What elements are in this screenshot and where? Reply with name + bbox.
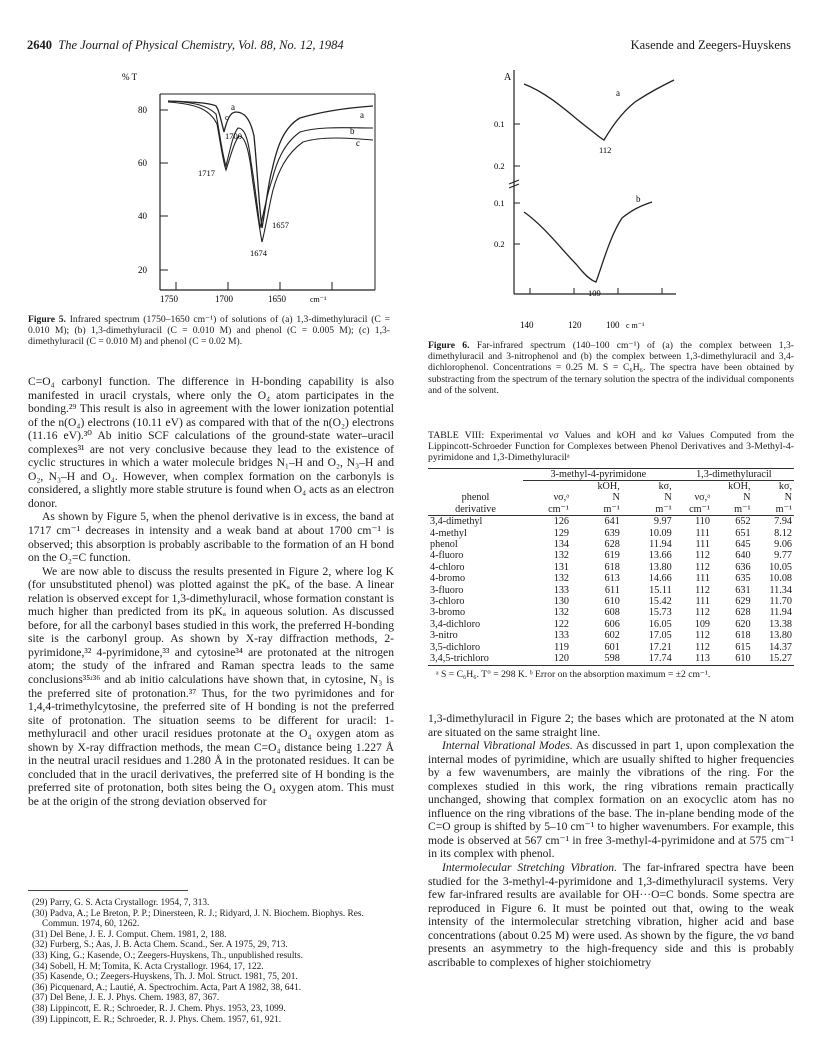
table-cell-value: 618 bbox=[735, 630, 751, 642]
table-cell-value: 636 bbox=[735, 561, 751, 573]
fig5-curve-b bbox=[168, 101, 373, 228]
table-cell-value: 641 bbox=[604, 516, 620, 528]
table-cell-derivative: 4-chloro bbox=[430, 561, 465, 573]
reference-item: (36) Picquenard, A.; Lautié, A. Spectrochim. Acta, Part A 1982, 38, 641. bbox=[32, 982, 302, 993]
fig6-curve-a bbox=[524, 80, 674, 140]
fig5-peak-1657: 1657 bbox=[272, 220, 289, 230]
table-header-derivative: derivative bbox=[455, 503, 496, 515]
fig6-curve-b bbox=[524, 202, 652, 282]
table-cell-value: 14.66 bbox=[648, 573, 672, 585]
table-cell-value: 132 bbox=[553, 607, 569, 619]
table-cell-value: 129 bbox=[553, 527, 569, 539]
table-cell-derivative: phenol bbox=[430, 539, 458, 551]
table-header-koh-unit-2: m⁻¹ bbox=[734, 503, 751, 515]
fig5-ytick-60: 60 bbox=[138, 158, 147, 168]
table-header-koh-n-2: N bbox=[743, 492, 751, 504]
table-8-grid bbox=[428, 468, 794, 666]
left-paragraph-2: As shown by Figure 5, when the phenol derivative is in excess, the band at 1717 cm⁻¹ decreases in intensity and a weak band at about 1700 cm⁻¹ is observed; this absorption is probably ascribable to the formation of an H bond on the O₂=C function. bbox=[28, 510, 394, 565]
table-cell-value: 132 bbox=[553, 573, 569, 585]
table-cell-value: 13.80 bbox=[769, 630, 792, 642]
table-cell-value: 133 bbox=[553, 584, 569, 596]
running-header-authors: Kasende and Zeegers-Huyskens bbox=[630, 38, 791, 52]
table-cell-value: 598 bbox=[604, 653, 620, 665]
table-cell-value: 11.94 bbox=[649, 539, 672, 551]
table-header-ks-n: N bbox=[664, 492, 672, 504]
fig5-ytick-20: 20 bbox=[138, 265, 147, 275]
journal-citation: The Journal of Physical Chemistry, Vol. 88, No. 12, 1984 bbox=[58, 38, 344, 52]
fig5-label-c-top: c bbox=[225, 113, 229, 122]
table-row bbox=[428, 619, 794, 630]
table-cell-value: 640 bbox=[735, 550, 751, 562]
fig5-ytick-80: 80 bbox=[138, 105, 147, 115]
table-header-ks-2: kσ, bbox=[778, 481, 792, 493]
table-cell-derivative: 3,4,5-trichloro bbox=[430, 653, 489, 665]
table-row bbox=[428, 516, 794, 528]
table-cell-value: 10.08 bbox=[769, 573, 792, 585]
fig5-xtick-1750: 1750 bbox=[160, 294, 178, 304]
reference-item: (35) Kasende, O.; Zeegers-Huyskens, Th. J. Mol. Struct. 1981, 75, 201. bbox=[32, 972, 298, 983]
table-cell-value: 17.74 bbox=[648, 653, 672, 665]
table-cell-value: 17.21 bbox=[648, 641, 672, 653]
table-cell-value: 618 bbox=[604, 561, 620, 573]
reference-item: (39) Lippincott, E. R.; Schroeder, R. J. Phys. Chem. 1957, 61, 921. bbox=[32, 1014, 282, 1025]
table-cell-derivative: 4-bromo bbox=[430, 573, 466, 585]
section-heading-internal-modes: Internal Vibrational Modes. bbox=[442, 739, 573, 753]
table-cell-value: 631 bbox=[735, 584, 751, 596]
fig5-peak-1700: 1700 bbox=[225, 131, 242, 141]
table-cell-value: 601 bbox=[604, 641, 620, 653]
table-header-cell bbox=[428, 481, 523, 493]
table-cell-value: 112 bbox=[695, 630, 710, 642]
table-header-ks-n-2: N bbox=[784, 492, 792, 504]
fig5-peak-1674: 1674 bbox=[250, 248, 267, 258]
references-rule bbox=[28, 890, 188, 891]
table-header-koh-unit: m⁻¹ bbox=[603, 503, 620, 515]
reference-item: (31) Del Bene, J. E. J. Comput. Chem. 1981, 2, 188. bbox=[32, 929, 227, 940]
table-row bbox=[428, 573, 794, 584]
fig6-ylabel: A bbox=[504, 72, 512, 83]
figure-5-plot bbox=[120, 66, 380, 316]
table-cell-value: 113 bbox=[695, 653, 710, 665]
table-cell-value: 112 bbox=[695, 584, 710, 596]
table-cell-value: 9.77 bbox=[774, 550, 792, 562]
fig6-ytick-02a: 0.2 bbox=[494, 161, 505, 171]
table-cell-value: 639 bbox=[604, 527, 620, 539]
table-header-nu: νσ,ᵃ bbox=[553, 492, 569, 504]
table-cell-value: 610 bbox=[604, 596, 620, 608]
table-cell-derivative: 3-nitro bbox=[430, 630, 458, 642]
table-cell-value: 10.05 bbox=[769, 561, 792, 573]
table-cell-value: 608 bbox=[604, 607, 620, 619]
fig6-xunit: c m⁻¹ bbox=[626, 321, 645, 330]
table-cell-value: 131 bbox=[553, 561, 569, 573]
fig6-xtick-140: 140 bbox=[520, 320, 534, 330]
table-cell-value: 606 bbox=[604, 618, 620, 630]
fig5-label-a-top: a bbox=[231, 102, 235, 112]
table-cell-value: 619 bbox=[604, 550, 620, 562]
table-row bbox=[428, 585, 794, 596]
table-cell-value: 15.42 bbox=[648, 596, 672, 608]
table-header-nu-unit: cm⁻¹ bbox=[548, 503, 569, 515]
references-list bbox=[32, 898, 394, 1025]
table-cell-value: 130 bbox=[553, 596, 569, 608]
fig5-xticks bbox=[160, 282, 332, 304]
fig6-label-b: b bbox=[636, 194, 641, 204]
table-cell-value: 620 bbox=[735, 618, 751, 630]
table-cell-value: 651 bbox=[735, 527, 751, 539]
table-cell-value: 112 bbox=[695, 607, 710, 619]
right-paragraph-1: 1,3-dimethyluracil in Figure 2; the bases which are protonated at the N atom are situated on the same straight line. bbox=[428, 712, 794, 739]
table-cell-value: 628 bbox=[604, 539, 620, 551]
table-cell-derivative: 3-chloro bbox=[430, 596, 465, 608]
right-paragraph-2 bbox=[428, 739, 794, 861]
table-cell-value: 8.12 bbox=[774, 527, 792, 539]
table-header-phenol: phenol bbox=[461, 492, 490, 504]
table-cell-value: 652 bbox=[735, 516, 751, 528]
table-cell-value: 112 bbox=[695, 641, 710, 653]
table-cell-value: 111 bbox=[695, 596, 710, 608]
table-cell-value: 120 bbox=[553, 653, 569, 665]
fig5-peak-1717: 1717 bbox=[198, 168, 215, 178]
fig5-label-c: c bbox=[356, 138, 360, 148]
fig5-caption-label: Figure 5. bbox=[28, 314, 66, 325]
table-cell-value: 133 bbox=[553, 630, 569, 642]
table-cell-value: 111 bbox=[695, 573, 710, 585]
table-8-footnote: ᵃ S = C₆H₆. T° = 298 K. ᵇ Error on the absorption maximum = ±2 cm⁻¹. bbox=[436, 668, 711, 680]
table-cell-derivative: 3,4-dichloro bbox=[430, 618, 481, 630]
table-cell-value: 615 bbox=[735, 641, 751, 653]
table-cell-derivative: 3,5-dichloro bbox=[430, 641, 481, 653]
table-row bbox=[428, 630, 794, 641]
fig5-caption-text: Infrared spectrum (1750–1650 cm⁻¹) of solutions of (a) 1,3-dimethyluracil (C = 0.010 M); (b) 1,3-dimethyluracil (C = 0.010 M) and phenol (C = 0.005 M); (c) 1,3-dimethyluracil (C = 0.010 M) and phenol (C = 0.02 M). bbox=[28, 314, 390, 348]
table-header-ks-unit: m⁻¹ bbox=[655, 503, 672, 515]
section-heading-stretching: Intermolecular Stretching Vibration. bbox=[442, 861, 617, 875]
table-8-title: TABLE VIII: Experimental νσ Values and kOH and kσ Values Computed from the Lippincott-Schroeder Function for Complexes between Phenol Derivatives and 3-Methyl-4-pyrimidone and 1,3-Dimethyluracilᵃ bbox=[428, 430, 794, 464]
fig5-ytick-40: 40 bbox=[138, 211, 147, 221]
right-paragraph-3-text: The far-infrared spectra have been studied for the 3-methyl-4-pyrimidone and 1,3-dimethyluracil systems. Very few far-infrared results are available for OH···O=C bonds. Some spectra are reproduced in Figure 6. It must be pointed out that, owing to the weak intensity of the intermolecular stretching vibration, higher acid and base concentrations (about 0.25 M) were used. As shown by the figure, the νσ band presents an asymmetry to the high-frequency side and this is probably ascribable to complexes of higher stoichiometry bbox=[428, 861, 794, 969]
left-paragraph-3: We are now able to discuss the results presented in Figure 2, where log K (for unsubstituted phenol) was plotted against the pKₐ of the base. A linear relation is observed except for 1,3-dimethyluracil, whose formation constant is much higher than predicted from its pKₐ in aqueous solution. As discussed before, for all the carbonyl bases studied in this work, the preferred H-bonding site is the carbonyl group. As shown by X-ray diffraction methods, 2-pyrimidone,³² 4-pyrimidone,³³ and cytosine³⁴ are protonated at the nitrogen atom; the study of the infrared and Raman spectra leads to the same conclusions³⁵ʴ³⁶ and ab initio calculations have shown that, in cytosine, N₃ is the preferred site of protonation.³⁷ Thus, for the two pyrimidones and for 1,4,4-trimethylcytosine, the preferred site of H bonding is not the preferred site of protonation. The situation seems to be different for uracil: 1-methyluracil and other uracil residues protonate at the O₄ oxygen atom as shown by X-ray diffraction methods, the mean C=O₄ distance being 1.227 Å in the neutral uracil residues and 1.280 Å in the protonated residues. It can be concluded that in the uracil derivatives, the preferred site of H bonding is the preferred site of protonation, both sites being the O₄ oxygen atom. This must be at the origin of the strong deviation observed for bbox=[28, 564, 394, 808]
reference-item: (29) Parry, G. S. Acta Crystallogr. 1954, 7, 313. bbox=[32, 898, 210, 908]
table-header-group-2: 1,3-dimethyluracil bbox=[674, 468, 794, 480]
table-cell-value: 11.70 bbox=[769, 596, 792, 608]
table-cell-derivative: 3,4-dimethyl bbox=[430, 516, 483, 528]
table-cell-value: 611 bbox=[604, 584, 620, 596]
table-row bbox=[428, 562, 794, 573]
reference-item: (30) Padva, A.; Le Breton, P. P.; Dinersteen, R. J.; Ridyard, J. N. Biochem. Biophys. Res. Commun. 1974, 60, 1262. bbox=[32, 908, 364, 930]
fig6-caption-text: Far-infrared spectrum (140–100 cm⁻¹) of (a) the complex between 1,3-dimethyluracil and 3-nitrophenol and (b) the complex between 1,3-dimethyluracil and 3,4-dichlorophenol. Concentrations = 0.25 M. S = C₆H₆. The spectra have been obtained by substracting from the spectrum of the ternary solution the spectra of the individual components and of the solvent. bbox=[428, 340, 794, 396]
table-cell-value: 112 bbox=[695, 561, 710, 573]
reference-item: (34) Sobell, H. M; Tomita, K. Acta Crystallogr. 1964, 17, 122. bbox=[32, 961, 264, 972]
right-paragraph-2-text: As discussed in part 1, upon complexation the internal modes of pyrimidine, which are usually shifted to higher frequencies by a few wavenumbers, are mainly the vibrations of the ring. For the complexes studied in this work, the ring vibrations remain practically unchanged, showing that complex formation on an exocyclic atom has no influence on the ring vibrations of the base. The in-plane bending mode of the C=O group is shifted by 5–10 cm⁻¹ to higher wavenumbers. For example, this mode is observed at 567 cm⁻¹ in free 3-methyl-4-pyrimidone and at 575 cm⁻¹ in its complex with phenol. bbox=[428, 739, 795, 861]
table-cell-value: 613 bbox=[604, 573, 620, 585]
table-header-koh-2: kOH, bbox=[728, 481, 751, 493]
table-cell-value: 13.80 bbox=[648, 561, 672, 573]
fig6-xtick-100: 100 bbox=[606, 320, 620, 330]
table-cell-value: 119 bbox=[554, 641, 569, 653]
table-cell-value: 122 bbox=[553, 618, 569, 630]
fig5-xtick-1650: 1650 bbox=[268, 294, 286, 304]
figure-6-plot bbox=[490, 66, 690, 336]
fig6-xtick-120: 120 bbox=[568, 320, 582, 330]
table-cell-value: 610 bbox=[735, 653, 751, 665]
reference-item: (32) Furberg, S.; Aas, J. B. Acta Chem. Scand., Ser. A 1975, 29, 713. bbox=[32, 940, 288, 951]
reference-item: (38) Lippincott, E. R.; Schroeder, R. J. Chem. Phys. 1953, 23, 1099. bbox=[32, 1003, 286, 1014]
fig6-peak-109: 109 bbox=[588, 288, 601, 298]
left-column bbox=[28, 375, 394, 809]
table-row bbox=[428, 528, 794, 539]
table-cell-value: 10.09 bbox=[648, 527, 672, 539]
table-row bbox=[428, 607, 794, 618]
table-cell-value: 15.11 bbox=[649, 584, 672, 596]
fig5-label-a: a bbox=[360, 110, 364, 120]
table-row bbox=[428, 539, 794, 550]
table-header-nu-2: νσ,ᵃ bbox=[694, 492, 710, 504]
fig5-xtick-1700: 1700 bbox=[215, 294, 233, 304]
table-cell-value: 111 bbox=[695, 539, 710, 551]
table-cell-value: 629 bbox=[735, 596, 751, 608]
table-cell-value: 602 bbox=[604, 630, 620, 642]
table-cell-value: 13.38 bbox=[769, 618, 792, 630]
table-header-nu-unit-2: cm⁻¹ bbox=[689, 503, 710, 515]
table-cell-value: 13.66 bbox=[648, 550, 672, 562]
table-cell-value: 16.05 bbox=[648, 618, 672, 630]
table-row bbox=[428, 596, 794, 607]
reference-item: (37) Del Bene, J. E. J. Phys. Chem. 1983, 87, 367. bbox=[32, 993, 220, 1004]
table-cell-value: 9.06 bbox=[774, 539, 792, 551]
table-cell-value: 111 bbox=[695, 527, 710, 539]
table-cell-value: 15.27 bbox=[769, 653, 792, 665]
table-cell-value: 17.05 bbox=[648, 630, 672, 642]
table-cell-value: 112 bbox=[695, 550, 710, 562]
table-header-ks: kσ, bbox=[658, 481, 672, 493]
figure-5-caption bbox=[28, 314, 390, 348]
table-cell-value: 109 bbox=[694, 618, 710, 630]
table-8 bbox=[428, 430, 794, 680]
fig6-ytick-01b: 0.1 bbox=[494, 198, 505, 208]
figure-6-caption bbox=[428, 340, 794, 396]
table-cell-value: 15.73 bbox=[648, 607, 672, 619]
table-header-koh: kOH, bbox=[597, 481, 620, 493]
fig6-label-a: a bbox=[616, 88, 620, 98]
table-header-group-1: 3-methyl-4-pyrimidone bbox=[523, 468, 674, 480]
left-paragraph-1: C=O₄ carbonyl function. The difference in H-bonding capability is also manifested in uracil crystals, where only the O₄ atom participates in the bonding.²⁹ This result is also in agreement with the lower ionization potential of the n(O₄) electrons (10.11 eV) as compared with that of the n(O₂) electrons (11.16 eV).³⁰ Ab initio SCF calculations of the ground-state water–uracil complexes³¹ are not very conclusive because they lead to the existence of cyclic structures in which a water molecule bridges N₁–H and O₂, N₃–H and O₂, N₃–H and O₄. However, when complex formation on the carbonyls is considered, a slightly more stable struture is found when O₄ acts as an electron donor. bbox=[28, 375, 394, 510]
table-header-koh-n: N bbox=[612, 492, 620, 504]
fig5-label-b: b bbox=[350, 126, 355, 136]
fig5-ylabel: % T bbox=[122, 72, 138, 82]
fig5-xunit: cm⁻¹ bbox=[310, 295, 327, 304]
table-8-body bbox=[428, 516, 794, 665]
table-cell-value: 7.94 bbox=[774, 516, 792, 528]
right-column bbox=[428, 712, 794, 969]
reference-item: (33) King, G.; Kasende, O.; Zeegers-Huyskens, Th., unpublished results. bbox=[32, 950, 303, 961]
table-cell-value: 132 bbox=[553, 550, 569, 562]
fig6-ytick-01a: 0.1 bbox=[494, 119, 505, 129]
fig6-caption-label: Figure 6. bbox=[428, 340, 470, 351]
fig6-ytick-02b: 0.2 bbox=[494, 239, 505, 249]
table-header-cell bbox=[428, 468, 523, 480]
running-header-left bbox=[27, 38, 344, 53]
table-cell-value: 11.94 bbox=[769, 607, 792, 619]
table-row bbox=[428, 642, 794, 653]
table-cell-value: 628 bbox=[735, 607, 751, 619]
table-row bbox=[428, 653, 794, 665]
table-cell-value: 126 bbox=[553, 516, 569, 528]
table-cell-value: 110 bbox=[695, 516, 710, 528]
page-number: 2640 bbox=[27, 38, 52, 52]
table-cell-derivative: 4-methyl bbox=[430, 527, 467, 539]
table-cell-derivative: 4-fluoro bbox=[430, 550, 464, 562]
table-header-ks-unit-2: m⁻¹ bbox=[775, 503, 792, 515]
table-cell-derivative: 3-bromo bbox=[430, 607, 466, 619]
table-cell-value: 9.97 bbox=[653, 516, 672, 528]
fig6-yticks bbox=[494, 119, 520, 249]
table-cell-value: 635 bbox=[735, 573, 751, 585]
table-row bbox=[428, 550, 794, 561]
fig6-peak-112: 112 bbox=[599, 145, 612, 155]
fig5-yticks bbox=[138, 105, 168, 275]
right-paragraph-3 bbox=[428, 861, 794, 969]
table-cell-value: 14.37 bbox=[769, 641, 792, 653]
table-cell-derivative: 3-fluoro bbox=[430, 584, 464, 596]
table-cell-value: 134 bbox=[553, 539, 569, 551]
table-cell-value: 645 bbox=[735, 539, 751, 551]
fig5-curve-a bbox=[168, 101, 373, 228]
table-cell-value: 11.34 bbox=[769, 584, 792, 596]
